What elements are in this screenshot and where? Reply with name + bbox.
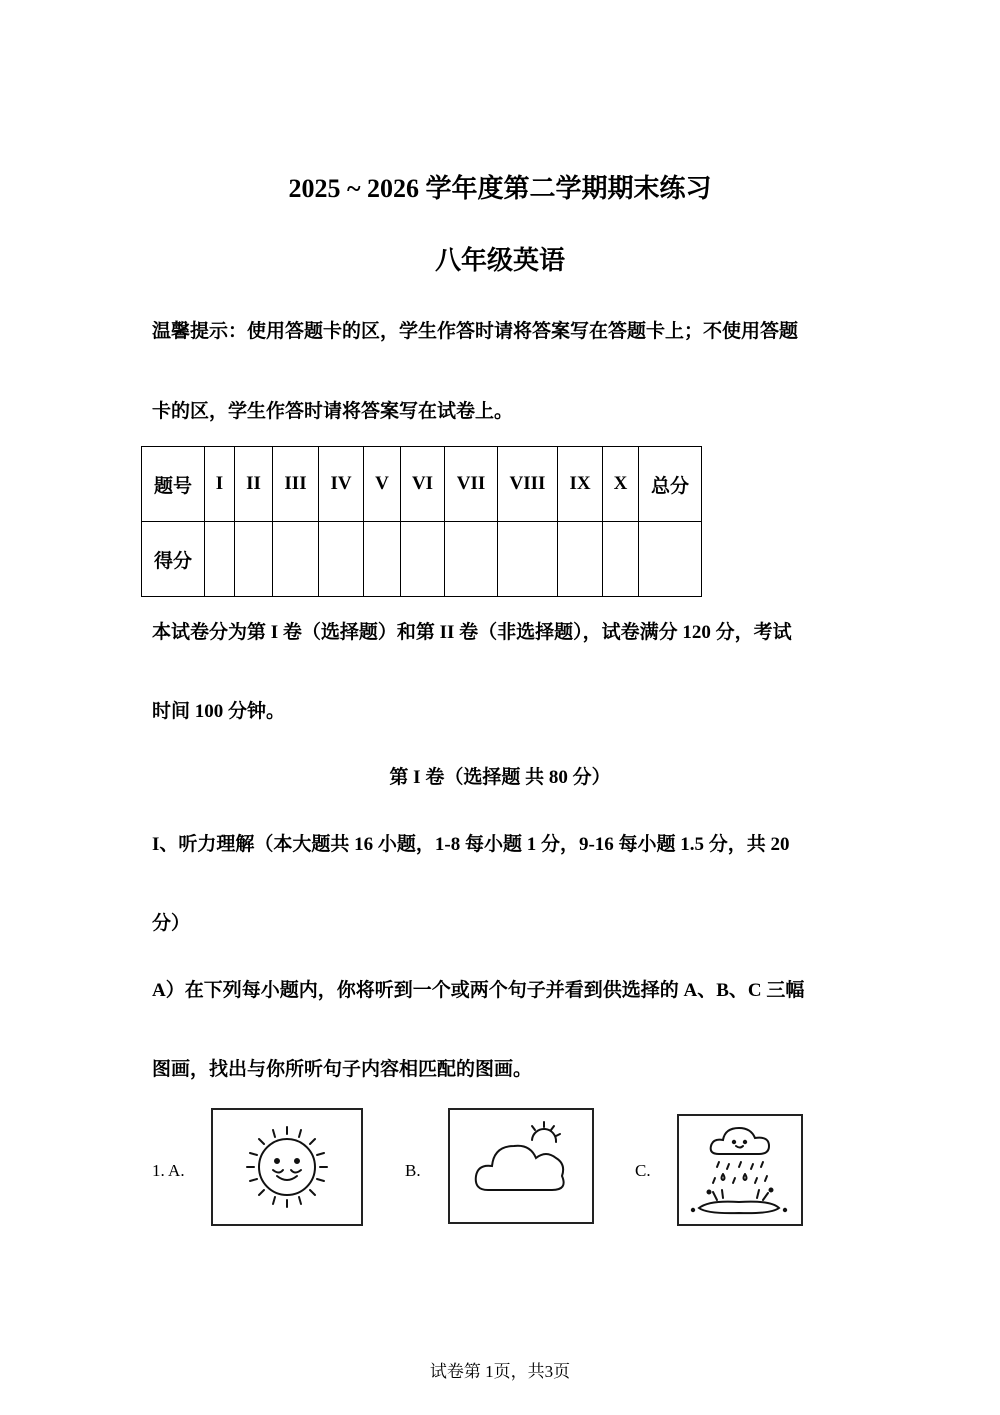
col-header: III bbox=[273, 447, 319, 522]
question-1-option-c-label: C. bbox=[635, 1161, 651, 1180]
option-a-picture[interactable] bbox=[211, 1108, 363, 1226]
option-c-picture[interactable] bbox=[677, 1114, 803, 1226]
col-header: V bbox=[364, 447, 401, 522]
rain-icon bbox=[679, 1116, 801, 1224]
instruction-line-1: A）在下列每小题内，你将听到一个或两个句子并看到供选择的 A、B、C 三幅 bbox=[152, 980, 805, 1001]
notice-line-2: 卡的区，学生作答时请将答案写在试卷上。 bbox=[152, 401, 514, 422]
question-1-option-b-label: B. bbox=[405, 1161, 421, 1180]
col-header: II bbox=[235, 447, 273, 522]
notice-line-1: 温馨提示：使用答题卡的区，学生作答时请将答案写在答题卡上；不使用答题 bbox=[152, 321, 799, 342]
col-header: VI bbox=[401, 447, 445, 522]
sun-icon bbox=[213, 1110, 361, 1224]
score-cell[interactable] bbox=[498, 522, 558, 597]
exam-title: 2025 ~ 2026 学年度第二学期期末练习 bbox=[288, 174, 712, 203]
score-cell-total[interactable] bbox=[639, 522, 702, 597]
score-cell[interactable] bbox=[235, 522, 273, 597]
question-1-option-a-label: 1. A. bbox=[152, 1161, 185, 1180]
score-table bbox=[141, 446, 702, 597]
intro-line-1: 本试卷分为第 I 卷（选择题）和第 II 卷（非选择题），试卷满分 120 分，考试 bbox=[152, 622, 792, 643]
score-cell[interactable] bbox=[401, 522, 445, 597]
col-header: IV bbox=[319, 447, 364, 522]
intro-line-2: 时间 100 分钟。 bbox=[152, 701, 286, 722]
col-header-total: 总分 bbox=[639, 447, 702, 522]
score-cell[interactable] bbox=[273, 522, 319, 597]
instruction-line-2: 图画，找出与你所听句子内容相匹配的图画。 bbox=[152, 1059, 533, 1080]
col-header: IX bbox=[558, 447, 603, 522]
section-heading: 第 I 卷（选择题 共 80 分） bbox=[389, 767, 611, 788]
page-footer: 试卷第 1页，共3页 bbox=[429, 1362, 571, 1381]
option-b-picture[interactable] bbox=[448, 1108, 594, 1224]
score-cell[interactable] bbox=[364, 522, 401, 597]
cloud-icon bbox=[450, 1110, 592, 1222]
score-cell[interactable] bbox=[558, 522, 603, 597]
score-table-header-row bbox=[142, 447, 702, 522]
col-header: I bbox=[205, 447, 235, 522]
part1-heading-line-2: 分） bbox=[152, 913, 191, 934]
score-cell[interactable] bbox=[445, 522, 498, 597]
exam-subtitle: 八年级英语 bbox=[434, 246, 565, 275]
col-header: VII bbox=[445, 447, 498, 522]
score-cell[interactable] bbox=[205, 522, 235, 597]
col-header: X bbox=[603, 447, 639, 522]
score-table-score-row bbox=[142, 522, 702, 597]
row-label-cell: 得分 bbox=[142, 522, 205, 597]
score-cell[interactable] bbox=[319, 522, 364, 597]
score-cell[interactable] bbox=[603, 522, 639, 597]
header-label-cell: 题号 bbox=[142, 447, 205, 522]
part1-heading-line-1: I、听力理解（本大题共 16 小题，1-8 每小题 1 分，9-16 每小题 1.5 分，共 20 bbox=[152, 834, 790, 855]
col-header: VIII bbox=[498, 447, 558, 522]
